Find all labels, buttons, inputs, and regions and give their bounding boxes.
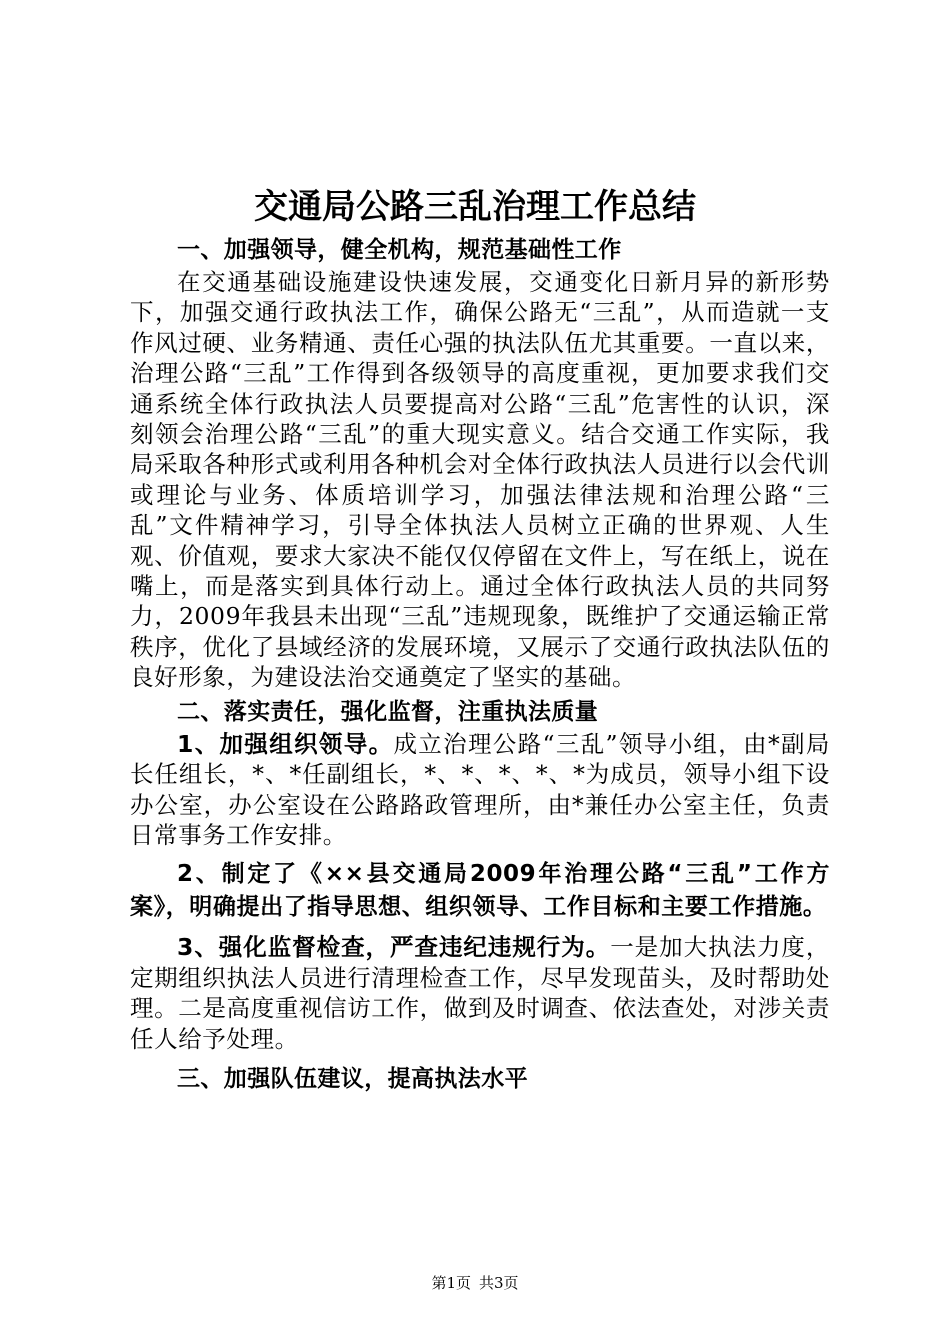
section-3-heading: 三、加强队伍建议，提高执法水平 [177,1065,528,1092]
section-2-heading: 二、落实责任，强化监督，注重执法质量 [177,698,599,725]
section-1-heading: 一、加强领导，健全机构，规范基础性工作 [177,237,622,263]
section-2-item-2: 2、制定了《××县交通局2009年治理公路“三乱”工作方案》，明确提出了指导思想、组织领导、工作目标和主要工作措施。 [130,861,830,921]
section-2-item-1-lead: 1、加强组织领导。 [177,729,394,758]
document-title: 交通局公路三乱治理工作总结 [254,187,696,227]
section-2-item-1 [130,729,830,851]
section-2-item-3 [130,932,830,1054]
page-total: 共3页 [479,1274,519,1292]
section-2-item-3-text: 一是加大执法力度，定期组织执法人员进行清理检查工作，尽早发现苗头，及时帮助处理。二是高度重视信访工作，做到及时调查、依法查处，对涉关责任人给予处理。 [130,933,830,1053]
section-2-item-3-lead: 3、强化监督检查，严查违纪违规行为。 [177,933,611,962]
page-number: 第1页 [431,1274,471,1292]
document-body [130,233,830,1096]
page-footer [0,1272,950,1294]
section-1-paragraph: 在交通基础设施建设快速发展，交通变化日新月异的新形势下，加强交通行政执法工作，确保公路无“三乱”，从而造就一支作风过硬、业务精通、责任心强的执法队伍尤其重要。一直以来，治理公路“三乱”工作得到各级领导的高度重视，更加要求我们交通系统全体行政执法人员要提高对公路“三乱”危害性的认识，深刻领会治理公路“三乱”的重大现实意义。结合交通工作实际，我局采取各种形式或利用各种机会对全体行政执法人员进行以会代训或理论与业务、体质培训学习，加强法律法规和治理公路“三乱”文件精神学习，引导全体执法人员树立正确的世界观、人生观、价值观，要求大家决不能仅仅停留在文件上，写在纸上，说在嘴上，而是落实到具体行动上。通过全体行政执法人员的共同努力，2009年我县未出现“三乱”违规现象，既维护了交通运输正常秩序，优化了县域经济的发展环境，又展示了交通行政执法队伍的良好形象，为建设法治交通奠定了坚实的基础。 [130,268,830,692]
section-2-item-1-text: 成立治理公路“三乱”领导小组，由*副局长任组长，*、*任副组长，*、*、*、*、*为成员，领导小组下设办公室，办公室设在公路路政管理所，由*兼任办公室主任，负责日常事务工作安排。 [130,729,830,849]
